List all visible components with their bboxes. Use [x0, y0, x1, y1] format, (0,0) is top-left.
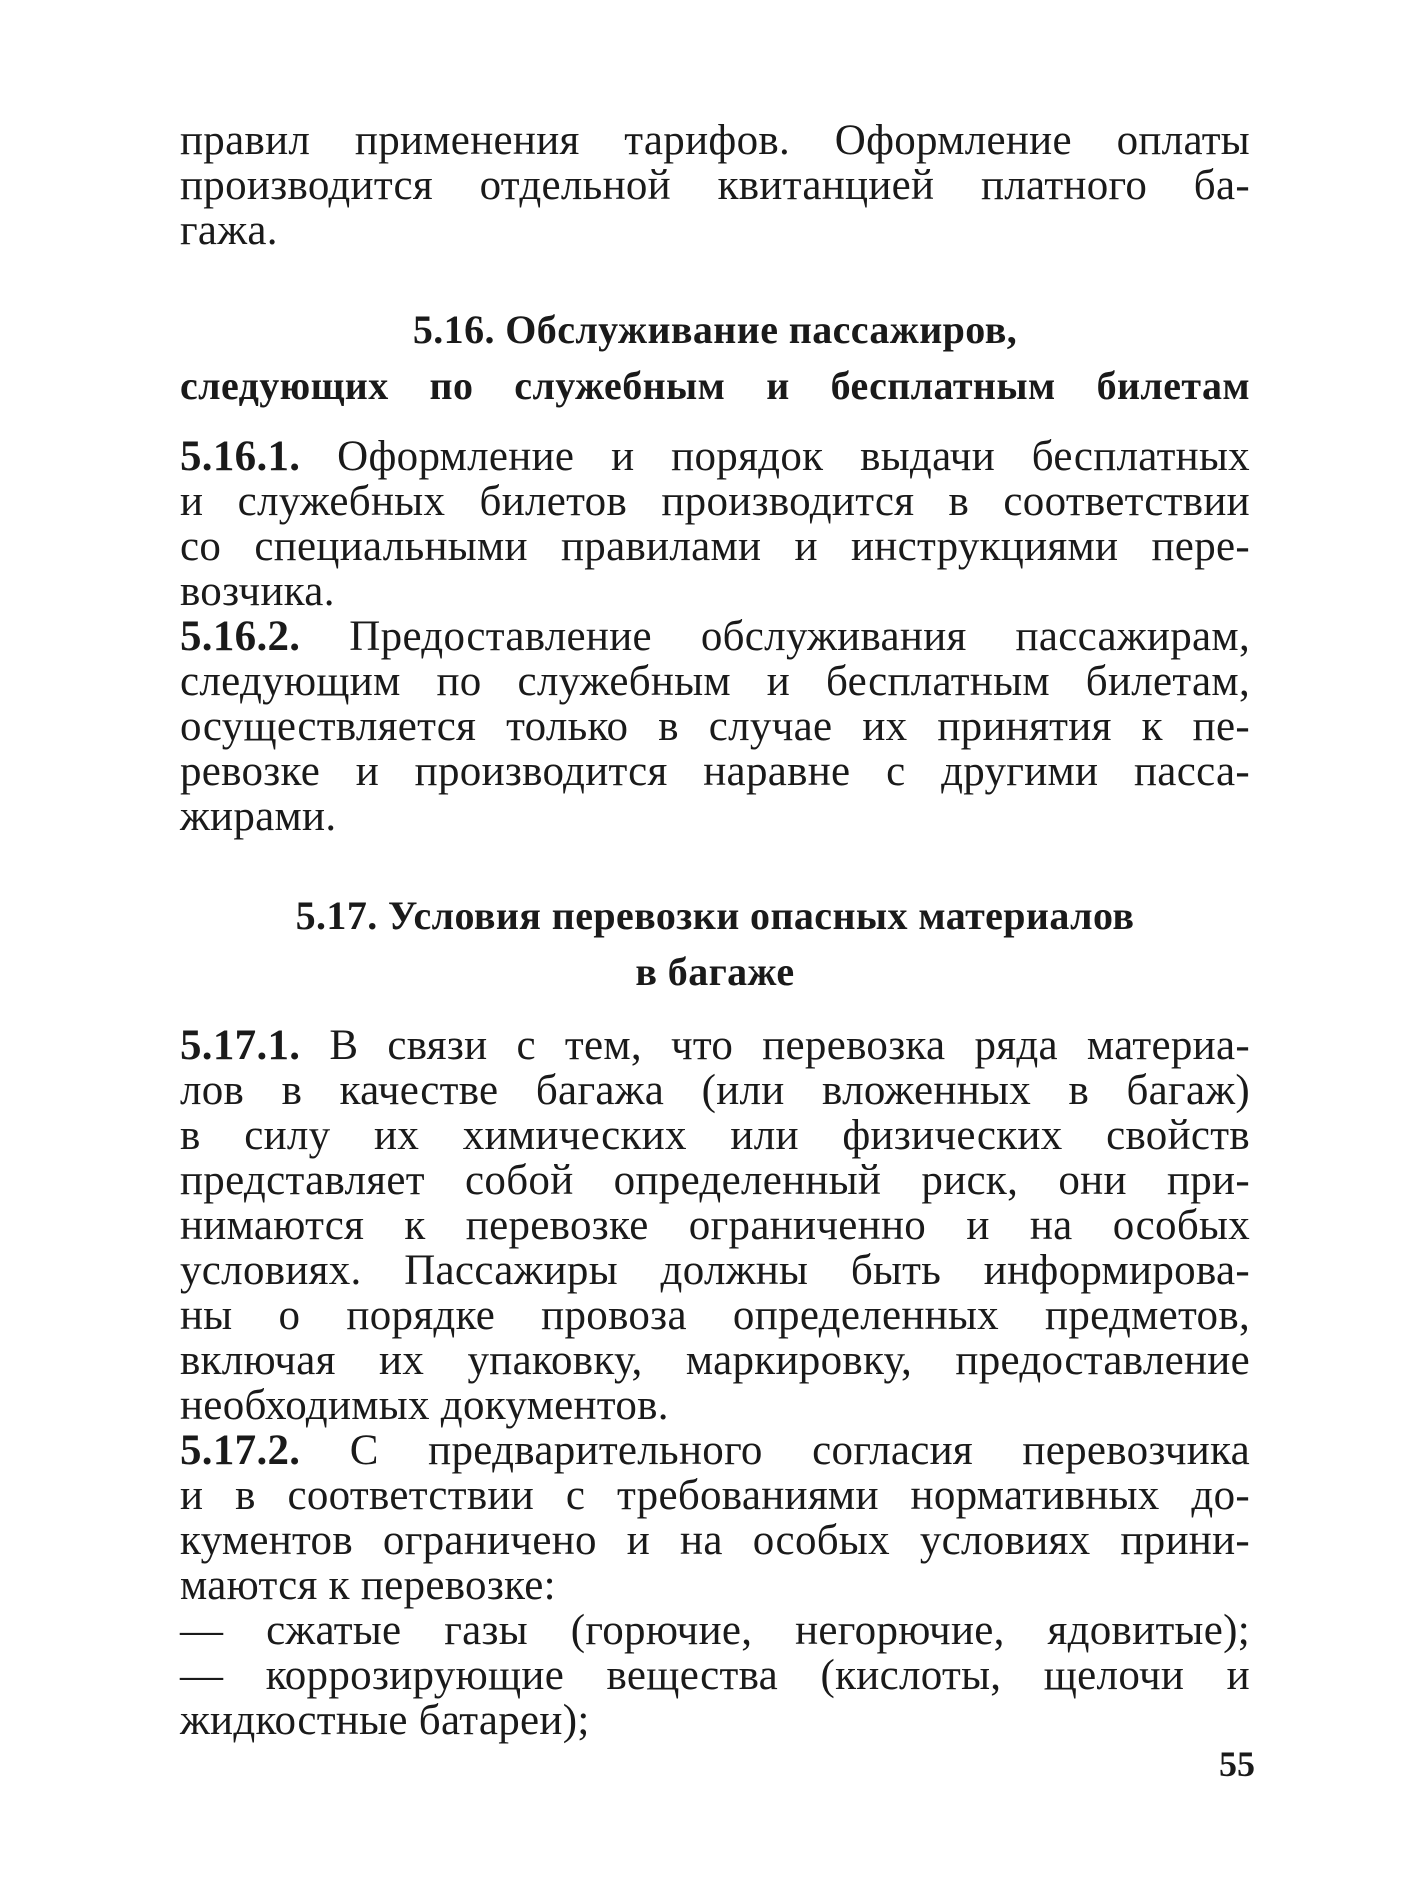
text-line: производится отдельной квитанцией платного ба-: [180, 162, 1250, 209]
text-line: включая их упаковку, маркировку, предоставление: [180, 1337, 1250, 1384]
text-line: правил применения тарифов. Оформление оплаты: [180, 117, 1250, 164]
text-line: следующим по служебным и бесплатным билетам,: [180, 658, 1250, 705]
intro-paragraph: [180, 118, 1250, 253]
paragraph-5-17-2: [180, 1428, 1250, 1608]
text-line: [180, 1428, 1250, 1473]
text-fragment: В связи с тем, что перевозка ряда материа-: [329, 1022, 1250, 1069]
paragraph-number: 5.16.1.: [180, 433, 301, 480]
text-line: нимаются к перевозке ограниченно и на особых: [180, 1202, 1250, 1249]
paragraph-5-17-1: [180, 1023, 1250, 1428]
text-line: представляет собой определенный риск, они при-: [180, 1157, 1250, 1204]
text-line: ны о порядке провоза определенных предметов,: [180, 1292, 1250, 1339]
text-line: жирами.: [180, 793, 337, 840]
text-line: ревозке и производится наравне с другими пасса-: [180, 748, 1250, 795]
paragraph-5-16-1: [180, 434, 1250, 614]
paragraph-number: 5.17.1.: [180, 1022, 301, 1069]
hazard-list: [180, 1608, 1250, 1743]
paragraph-number: 5.16.2.: [180, 613, 301, 660]
text-line: возчика.: [180, 568, 335, 615]
section-heading-5-16: [180, 302, 1250, 414]
paragraph-5-16-2: [180, 614, 1250, 839]
text-line: со специальными правилами и инструкциями пере-: [180, 523, 1250, 570]
text-fragment: С предварительного согласия перевозчика: [349, 1427, 1250, 1474]
text-line: условиях. Пассажиры должны быть информирова-: [180, 1247, 1250, 1294]
text-line: кументов ограничено и на особых условиях прини-: [180, 1517, 1250, 1564]
heading-line: 5.17. Условия перевозки опасных материалов: [295, 893, 1135, 938]
list-item: — сжатые газы (горючие, негорючие, ядовитые);: [180, 1607, 1250, 1654]
text-fragment: Предоставление обслуживания пассажирам,: [349, 613, 1250, 660]
paragraph-number: 5.17.2.: [180, 1427, 301, 1474]
text-line: и служебных билетов производится в соответствии: [180, 478, 1250, 525]
heading-line: 5.16. Обслуживание пассажиров,: [412, 307, 1018, 352]
text-line: [180, 434, 1250, 479]
text-line: [180, 614, 1250, 659]
heading-line: следующих по служебным и бесплатным билетам: [180, 363, 1250, 408]
text-line: [180, 1023, 1250, 1068]
text-line: в силу их химических или физических свойств: [180, 1112, 1250, 1159]
text-line: гажа.: [180, 207, 278, 254]
text-line: необходимых документов.: [180, 1382, 669, 1429]
section-heading-5-17: [180, 888, 1250, 1000]
text-line: лов в качестве багажа (или вложенных в багаж): [180, 1067, 1250, 1114]
text-fragment: Оформление и порядок выдачи бесплатных: [337, 433, 1250, 480]
list-item: — коррозирующие вещества (кислоты, щелочи и: [180, 1652, 1250, 1699]
page-number: 55: [1219, 1744, 1255, 1784]
text-line: и в соответствии с требованиями нормативных до-: [180, 1472, 1250, 1519]
text-line: осуществляется только в случае их принятия к пе-: [180, 703, 1250, 750]
heading-line: в багаже: [635, 949, 795, 994]
list-item-continuation: жидкостные батареи);: [180, 1697, 590, 1744]
text-line: маются к перевозке:: [180, 1562, 556, 1609]
